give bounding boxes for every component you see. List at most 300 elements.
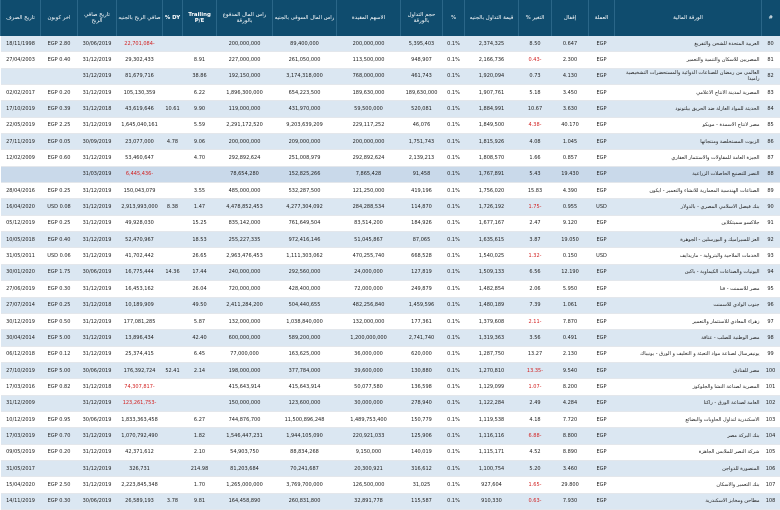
cell-traded-volume: 316,612 <box>401 460 443 476</box>
cell-security-name: يونيفرسال لصناعة مواد التعبئة و التغليف و الورق - يونيباك <box>615 346 762 362</box>
cell-paid-capital: 132,000,000 <box>217 313 273 329</box>
col-header-dy[interactable]: DY % <box>163 0 183 36</box>
cell-close: 0.491 <box>552 330 589 346</box>
cell-dividend-date: 05/12/2019 <box>1 215 41 231</box>
table-row[interactable] <box>1 493 780 509</box>
cell-paid-capital: 1,896,300,000 <box>217 85 273 101</box>
cell-dy <box>163 428 183 444</box>
cell-dividend-date: 31/05/2017 <box>1 460 41 476</box>
cell-last-dividend: EGP 5.00 <box>41 362 78 378</box>
cell-paid-capital: 1,546,447,231 <box>217 428 273 444</box>
cell-currency: EGP <box>589 183 615 199</box>
cell-traded-value: 1,907,761 <box>465 85 519 101</box>
cell-dy <box>163 444 183 460</box>
cell-net-profit: 177,081,285 <box>117 313 163 329</box>
cell-paid-capital: 78,654,280 <box>217 166 273 182</box>
cell-dividend-date: 28/04/2016 <box>1 183 41 199</box>
cell-number: 104 <box>762 428 780 444</box>
cell-net-profit-date: 31/12/2018 <box>78 379 117 395</box>
cell-change: -13.35 <box>519 362 552 378</box>
cell-traded-volume: 31,025 <box>401 477 443 493</box>
cell-traded-value: 1,319,363 <box>465 330 519 346</box>
cell-dividend-date: 09/05/2019 <box>1 444 41 460</box>
table-row[interactable] <box>1 395 780 411</box>
table-row[interactable] <box>1 134 780 150</box>
cell-change: -1.75 <box>519 199 552 215</box>
cell-traded-volume: 115,587 <box>401 493 443 509</box>
cell-listed-shares: 200,000,000 <box>337 36 401 52</box>
cell-dy <box>163 281 183 297</box>
cell-traded-volume: 184,926 <box>401 215 443 231</box>
cell-traded-value: 910,330 <box>465 493 519 509</box>
cell-security-name: العامة لصناعة الورق - راكتا <box>615 395 762 411</box>
cell-security-name: مصر لانتاج الاسمدة - موبكو <box>615 117 762 133</box>
cell-change: 3.56 <box>519 330 552 346</box>
cell-currency: EGP <box>589 85 615 101</box>
cell-pe: 18.53 <box>183 232 217 248</box>
cell-net-profit: 23,077,000 <box>117 134 163 150</box>
cell-currency: EGP <box>589 166 615 182</box>
cell-net-profit: 52,470,967 <box>117 232 163 248</box>
col-header-traded-volume[interactable]: حجم التداول بالورقة <box>401 0 443 36</box>
cell-dividend-date: 27/07/2014 <box>1 297 41 313</box>
cell-currency: EGP <box>589 117 615 133</box>
cell-dividend-date: 31/12/2009 <box>1 395 41 411</box>
cell-close: 0.955 <box>552 199 589 215</box>
cell-number: 86 <box>762 134 780 150</box>
cell-paid-capital: 744,876,700 <box>217 411 273 427</box>
cell-traded-volume: 136,598 <box>401 379 443 395</box>
cell-dy: 8.38 <box>163 199 183 215</box>
cell-close: 3.630 <box>552 101 589 117</box>
cell-dividend-date <box>1 166 41 182</box>
cell-close: 0.857 <box>552 150 589 166</box>
cell-pe: 26.04 <box>183 281 217 297</box>
table-row[interactable] <box>1 166 780 182</box>
cell-security-name: العربية المتحدة للشحن والتفريغ <box>615 36 762 52</box>
cell-net-profit: 29,302,433 <box>117 52 163 68</box>
cell-traded-value: 2,166,736 <box>465 52 519 68</box>
cell-paid-capital: 2,291,172,520 <box>217 117 273 133</box>
cell-paid-capital: 1,265,000,000 <box>217 477 273 493</box>
cell-dy <box>163 166 183 182</box>
cell-listed-shares: 83,514,200 <box>337 215 401 231</box>
cell-dy <box>163 68 183 84</box>
cell-dividend-date: 18/11/1998 <box>1 36 41 52</box>
cell-net-profit-date: 31/12/2019 <box>78 346 117 362</box>
table-row[interactable] <box>1 85 780 101</box>
table-row[interactable] <box>1 330 780 346</box>
cell-net-profit-date: 31/12/2019 <box>78 85 117 101</box>
cell-pe: 17.44 <box>183 264 217 280</box>
cell-security-name: الزيوت المستخلصة ومنتجاتها <box>615 134 762 150</box>
cell-paid-capital: 485,000,000 <box>217 183 273 199</box>
col-header-traded-value[interactable]: قيمة التداول بالجنيه <box>465 0 519 36</box>
cell-net-profit-date: 30/06/2019 <box>78 362 117 378</box>
cell-currency: USD <box>589 248 615 264</box>
cell-net-profit-date: 31/12/2019 <box>78 150 117 166</box>
cell-paid-capital: 227,000,000 <box>217 52 273 68</box>
cell-market-cap: 261,050,000 <box>273 52 337 68</box>
cell-pe <box>183 379 217 395</box>
cell-net-profit: 105,130,359 <box>117 85 163 101</box>
cell-dividend-date: 12/02/2009 <box>1 150 41 166</box>
table-row[interactable] <box>1 101 780 117</box>
cell-pct: 0.1% <box>443 477 465 493</box>
cell-pct: 0.1% <box>443 264 465 280</box>
cell-pe: 15.25 <box>183 215 217 231</box>
col-header-last-dividend[interactable]: اخر كوبون <box>41 0 78 36</box>
table-row[interactable] <box>1 411 780 427</box>
cell-currency: EGP <box>589 493 615 509</box>
cell-listed-shares: 51,045,867 <box>337 232 401 248</box>
cell-close: 2.130 <box>552 346 589 362</box>
cell-traded-volume: 2,741,740 <box>401 330 443 346</box>
col-header-no[interactable]: # <box>762 0 780 36</box>
cell-last-dividend: USD 0.06 <box>41 248 78 264</box>
cell-dy <box>163 411 183 427</box>
cell-net-profit-date: 31/12/2019 <box>78 215 117 231</box>
cell-pct: 0.1% <box>443 346 465 362</box>
cell-change: -1.65 <box>519 477 552 493</box>
cell-pe: 1.70 <box>183 477 217 493</box>
cell-currency: EGP <box>589 36 615 52</box>
table-row[interactable] <box>1 346 780 362</box>
cell-dividend-date: 30/12/2019 <box>1 313 41 329</box>
cell-traded-value: 1,379,608 <box>465 313 519 329</box>
col-header-market-cap[interactable]: راس المال السوقى بالجنيه <box>273 0 337 36</box>
cell-paid-capital: 240,000,000 <box>217 264 273 280</box>
cell-traded-volume: 668,528 <box>401 248 443 264</box>
cell-market-cap: 9,203,639,209 <box>273 117 337 133</box>
cell-last-dividend <box>41 395 78 411</box>
cell-number: 100 <box>762 362 780 378</box>
col-header-pct[interactable]: % <box>443 0 465 36</box>
table-row[interactable] <box>1 36 780 52</box>
cell-last-dividend: EGP 0.82 <box>41 379 78 395</box>
col-header-dividend-date[interactable]: تاريخ الصرف <box>1 0 41 36</box>
cell-traded-value: 1,815,926 <box>465 134 519 150</box>
cell-listed-shares: 1,200,000,000 <box>337 330 401 346</box>
cell-pe: 42.40 <box>183 330 217 346</box>
cell-dividend-date <box>1 68 41 84</box>
cell-pe <box>183 166 217 182</box>
cell-currency: EGP <box>589 297 615 313</box>
cell-pct: 0.1% <box>443 52 465 68</box>
cell-number: 102 <box>762 395 780 411</box>
cell-listed-shares: 121,250,000 <box>337 183 401 199</box>
cell-listed-shares: 292,892,624 <box>337 150 401 166</box>
table-row[interactable] <box>1 379 780 395</box>
cell-dy <box>163 477 183 493</box>
table-row[interactable] <box>1 183 780 199</box>
cell-change: 0.73 <box>519 68 552 84</box>
cell-pct: 0.1% <box>443 493 465 509</box>
cell-number: 89 <box>762 183 780 199</box>
cell-traded-volume: 177,361 <box>401 313 443 329</box>
cell-net-profit: 176,392,724 <box>117 362 163 378</box>
table-row[interactable] <box>1 313 780 329</box>
cell-change: 13.27 <box>519 346 552 362</box>
cell-listed-shares: 30,000,000 <box>337 395 401 411</box>
cell-market-cap: 1,111,303,062 <box>273 248 337 264</box>
cell-listed-shares: 229,117,252 <box>337 117 401 133</box>
cell-change: 3.87 <box>519 232 552 248</box>
cell-number: 101 <box>762 379 780 395</box>
table-row[interactable] <box>1 232 780 248</box>
cell-dy <box>163 379 183 395</box>
cell-traded-volume: 520,081 <box>401 101 443 117</box>
cell-dividend-date: 30/04/2014 <box>1 330 41 346</box>
cell-close: 19.430 <box>552 166 589 182</box>
table-row[interactable] <box>1 215 780 231</box>
cell-market-cap: 972,416,146 <box>273 232 337 248</box>
cell-traded-value: 1,116,116 <box>465 428 519 444</box>
cell-change: 1.66 <box>519 150 552 166</box>
cell-currency: EGP <box>589 264 615 280</box>
cell-currency: EGP <box>589 330 615 346</box>
cell-currency: EGP <box>589 134 615 150</box>
table-row[interactable] <box>1 297 780 313</box>
cell-net-profit: 13,896,434 <box>117 330 163 346</box>
cell-net-profit-date: 31/12/2018 <box>78 101 117 117</box>
cell-net-profit-date: 30/06/2019 <box>78 264 117 280</box>
cell-market-cap: 415,643,914 <box>273 379 337 395</box>
cell-dy <box>163 232 183 248</box>
table-row[interactable] <box>1 460 780 476</box>
table-row[interactable] <box>1 199 780 215</box>
cell-listed-shares: 72,000,000 <box>337 281 401 297</box>
cell-pct: 0.1% <box>443 248 465 264</box>
cell-traded-value: 1,129,099 <box>465 379 519 395</box>
cell-last-dividend <box>41 68 78 84</box>
cell-last-dividend: EGP 2.50 <box>41 477 78 493</box>
table-row[interactable] <box>1 362 780 378</box>
cell-market-cap: 292,560,000 <box>273 264 337 280</box>
cell-listed-shares: 768,000,000 <box>337 68 401 84</box>
cell-listed-shares: 32,891,778 <box>337 493 401 509</box>
cell-currency: EGP <box>589 460 615 476</box>
cell-pct: 0.1% <box>443 444 465 460</box>
cell-change: 5.43 <box>519 166 552 182</box>
cell-traded-volume: 46,076 <box>401 117 443 133</box>
cell-dy <box>163 297 183 313</box>
cell-net-profit: 53,460,647 <box>117 150 163 166</box>
col-header-change[interactable]: التغير % <box>519 0 552 36</box>
cell-pct: 0.1% <box>443 411 465 427</box>
cell-listed-shares: 284,288,534 <box>337 199 401 215</box>
cell-close: 29.800 <box>552 477 589 493</box>
table-header <box>1 0 780 36</box>
col-header-close[interactable]: إقفال <box>552 0 589 36</box>
cell-number: 87 <box>762 150 780 166</box>
cell-dividend-date: 17/10/2019 <box>1 101 41 117</box>
cell-close: 4.284 <box>552 395 589 411</box>
cell-dy: 4.78 <box>163 134 183 150</box>
cell-currency: EGP <box>589 428 615 444</box>
col-header-net-profit[interactable]: صافي الربح بالجنيه <box>117 0 163 36</box>
cell-close: 1.045 <box>552 134 589 150</box>
col-header-pe[interactable]: Trailing P/E <box>183 0 217 36</box>
cell-pe: 2.14 <box>183 362 217 378</box>
cell-traded-value: 1,920,094 <box>465 68 519 84</box>
cell-traded-value: 1,122,284 <box>465 395 519 411</box>
cell-net-profit: 1,833,363,458 <box>117 411 163 427</box>
table-row[interactable] <box>1 264 780 280</box>
cell-security-name: اليونيات والصناعات الكيماوية - باكين <box>615 264 762 280</box>
cell-net-profit-date: 31/12/2019 <box>78 477 117 493</box>
cell-security-name: المصرية لمدينة الانتاج الاعلامي <box>615 85 762 101</box>
cell-currency: EGP <box>589 232 615 248</box>
cell-pct: 0.1% <box>443 232 465 248</box>
table-row[interactable] <box>1 117 780 133</box>
cell-last-dividend: EGP 0.20 <box>41 444 78 460</box>
cell-dividend-date: 31/05/2011 <box>1 248 41 264</box>
cell-last-dividend: EGP 0.25 <box>41 297 78 313</box>
cell-market-cap: 589,200,000 <box>273 330 337 346</box>
cell-security-name: العز للسيراميك و البورسلين - الجوهرة <box>615 232 762 248</box>
cell-last-dividend: EGP 1.75 <box>41 264 78 280</box>
cell-last-dividend: EGP 0.70 <box>41 428 78 444</box>
cell-number: 98 <box>762 330 780 346</box>
cell-net-profit: -123,261,753 <box>117 395 163 411</box>
col-header-name[interactable]: الورقة المالية <box>615 0 762 36</box>
table-row[interactable] <box>1 444 780 460</box>
cell-paid-capital: 2,963,476,453 <box>217 248 273 264</box>
cell-change: -2.11 <box>519 313 552 329</box>
cell-net-profit-date: 31/12/2019 <box>78 330 117 346</box>
cell-security-name: الصناعات الهندسية المعمارية للانشاء والتعمير - ايكون <box>615 183 762 199</box>
cell-close: 3.460 <box>552 460 589 476</box>
cell-listed-shares: 470,255,740 <box>337 248 401 264</box>
cell-security-name: جنوب الوادي للاسمنت <box>615 297 762 313</box>
cell-number: 85 <box>762 117 780 133</box>
cell-dividend-date: 14/11/2019 <box>1 493 41 509</box>
cell-pct: 0.1% <box>443 183 465 199</box>
col-header-currency[interactable]: العملة <box>589 0 615 36</box>
cell-traded-value: 927,604 <box>465 477 519 493</box>
cell-pct: 0.1% <box>443 85 465 101</box>
cell-paid-capital: 119,000,000 <box>217 101 273 117</box>
cell-traded-volume: 91,458 <box>401 166 443 182</box>
cell-traded-volume: 5,395,403 <box>401 36 443 52</box>
cell-pe: 6.27 <box>183 411 217 427</box>
cell-net-profit: -22,701,084 <box>117 36 163 52</box>
table-row[interactable] <box>1 248 780 264</box>
cell-last-dividend: EGP 0.05 <box>41 134 78 150</box>
cell-security-name: الخدمات الملاحية والبترولية - ماريدايف <box>615 248 762 264</box>
cell-number: 84 <box>762 101 780 117</box>
cell-pe: 214.98 <box>183 460 217 476</box>
cell-market-cap: 4,277,304,092 <box>273 199 337 215</box>
cell-security-name: شركة النصر للملابس الجاهزة <box>615 444 762 460</box>
cell-number: 95 <box>762 281 780 297</box>
cell-change: 4.08 <box>519 134 552 150</box>
cell-security-name: المنصورة للدواجن <box>615 460 762 476</box>
cell-security-name: المصريين للاسكان والتنمية والتعمير <box>615 52 762 68</box>
cell-traded-value: 1,482,854 <box>465 281 519 297</box>
cell-currency: EGP <box>589 395 615 411</box>
col-header-paid-capital[interactable]: راس المال المدفوع بالورقة <box>217 0 273 36</box>
cell-dy <box>163 395 183 411</box>
cell-security-name: الجيزة العامة للمقاولات والاستثمار العقاري <box>615 150 762 166</box>
cell-dy: 3.78 <box>163 493 183 509</box>
cell-net-profit-date: 31/12/2019 <box>78 395 117 411</box>
cell-pct: 0.1% <box>443 362 465 378</box>
cell-net-profit-date: 30/06/2019 <box>78 411 117 427</box>
cell-paid-capital: 200,000,000 <box>217 134 273 150</box>
cell-listed-shares: 7,865,428 <box>337 166 401 182</box>
cell-paid-capital: 255,227,335 <box>217 232 273 248</box>
cell-pct: 0.1% <box>443 134 465 150</box>
cell-pct: 0.1% <box>443 101 465 117</box>
cell-dividend-date: 27/06/2019 <box>1 281 41 297</box>
table-row[interactable] <box>1 52 780 68</box>
cell-listed-shares: 39,600,000 <box>337 362 401 378</box>
cell-number: 81 <box>762 52 780 68</box>
col-header-listed-shares[interactable]: الاسهم المقيدة <box>337 0 401 36</box>
cell-change: 5.20 <box>519 460 552 476</box>
cell-pct: 0.1% <box>443 117 465 133</box>
table-row[interactable] <box>1 150 780 166</box>
cell-paid-capital: 835,142,000 <box>217 215 273 231</box>
cell-traded-value: 1,767,891 <box>465 166 519 182</box>
cell-market-cap: 761,649,504 <box>273 215 337 231</box>
cell-pct: 0.1% <box>443 297 465 313</box>
cell-listed-shares: 59,500,000 <box>337 101 401 117</box>
table-row[interactable] <box>1 281 780 297</box>
cell-change: -4.38 <box>519 117 552 133</box>
cell-close: 4.130 <box>552 68 589 84</box>
cell-close: 2.300 <box>552 52 589 68</box>
cell-number: 96 <box>762 297 780 313</box>
cell-net-profit-date: 31/12/2019 <box>78 248 117 264</box>
table-row[interactable] <box>1 477 780 493</box>
cell-change: 15.83 <box>519 183 552 199</box>
cell-traded-value: 1,635,615 <box>465 232 519 248</box>
cell-net-profit-date: 30/06/2019 <box>78 493 117 509</box>
cell-last-dividend: EGP 0.40 <box>41 52 78 68</box>
cell-market-cap: 251,008,979 <box>273 150 337 166</box>
cell-dividend-date: 17/03/2016 <box>1 379 41 395</box>
cell-paid-capital: 77,000,000 <box>217 346 273 362</box>
cell-market-cap: 11,500,896,248 <box>273 411 337 427</box>
cell-security-name: مصر للفنادق <box>615 362 762 378</box>
cell-market-cap: 260,831,800 <box>273 493 337 509</box>
cell-net-profit: 16,775,444 <box>117 264 163 280</box>
cell-change: -0.63 <box>519 493 552 509</box>
cell-security-name: الحديثة للمواد العازلة ضد الحريق بيلتونود <box>615 101 762 117</box>
cell-market-cap: 209,000,000 <box>273 134 337 150</box>
cell-traded-volume: 127,819 <box>401 264 443 280</box>
cell-net-profit-date: 31/12/2019 <box>78 281 117 297</box>
col-header-net-profit-date[interactable]: تاريخ صافي الربح <box>78 0 117 36</box>
cell-last-dividend: EGP 0.30 <box>41 281 78 297</box>
cell-traded-volume: 130,880 <box>401 362 443 378</box>
cell-number: 80 <box>762 36 780 52</box>
cell-number: 93 <box>762 248 780 264</box>
table-row[interactable] <box>1 428 780 444</box>
cell-pct: 0.1% <box>443 428 465 444</box>
cell-pct: 0.1% <box>443 313 465 329</box>
cell-close: 0.647 <box>552 36 589 52</box>
cell-traded-value: 1,849,500 <box>465 117 519 133</box>
cell-traded-volume: 140,019 <box>401 444 443 460</box>
table-row[interactable] <box>1 68 780 84</box>
cell-traded-value: 1,756,020 <box>465 183 519 199</box>
cell-traded-volume: 125,906 <box>401 428 443 444</box>
cell-paid-capital: 415,643,914 <box>217 379 273 395</box>
